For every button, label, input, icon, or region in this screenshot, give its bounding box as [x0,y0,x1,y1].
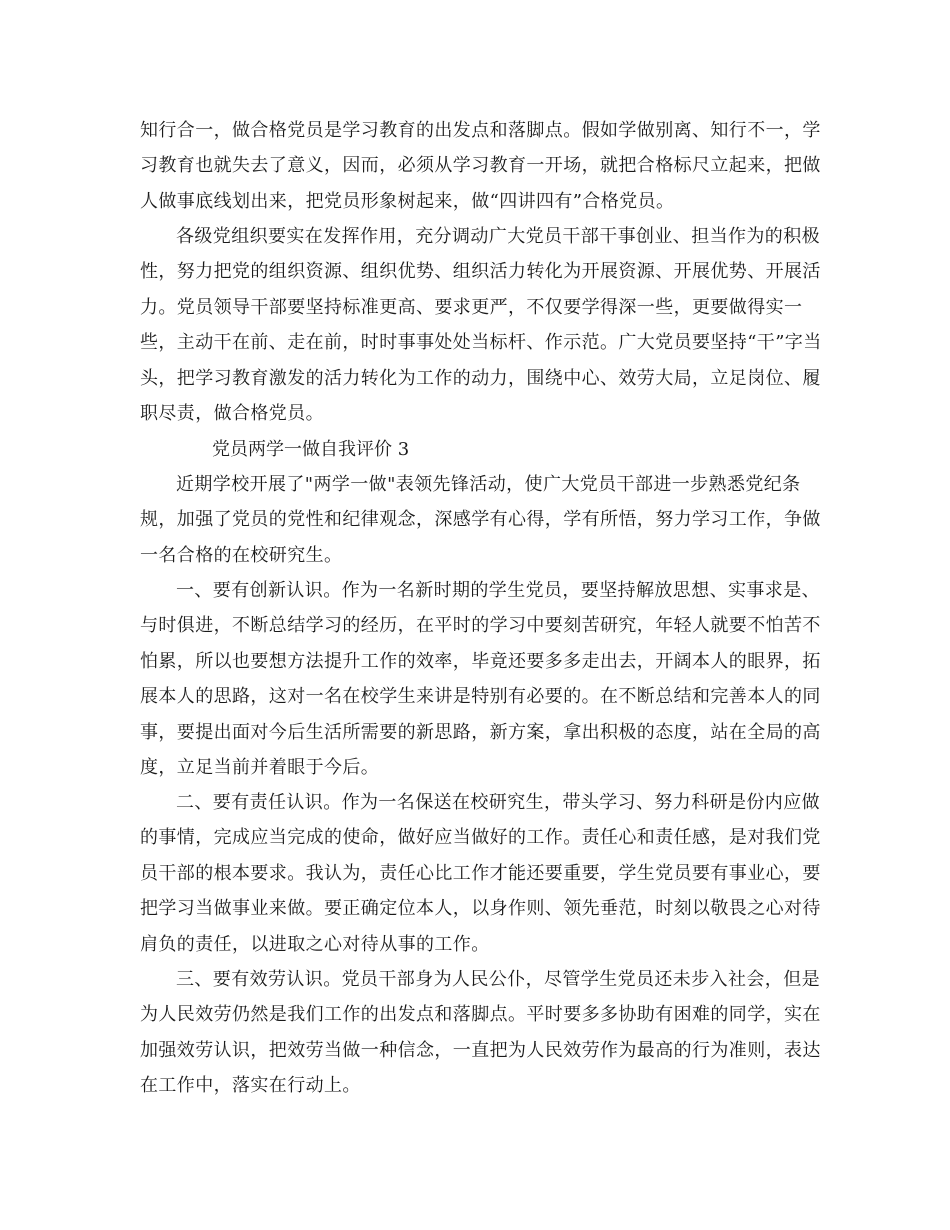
paragraph-2: 各级党组织要实在发挥作用，充分调动广大党员干部干事创业、担当作为的积极性，努力把党的组织资源、组织优势、组织活力转化为开展资源、开展优势、开展活力。党员领导干部要坚持标准更高、要求更严，不仅要学得深一些，更要做得实一些，主动干在前、走在前，时时事事处处当标杆、作示范。广大党员要坚持“干”字当头，把学习教育激发的活力转化为工作的动力，围绕中心、效劳大局，立足岗位、履职尽责，做合格党员。 [140,226,822,425]
paragraph-3: 近期学校开展了"两学一做"表领先锋活动，使广大党员干部进一步熟悉党纪条规，加强了党员的党性和纪律观念，深感学有心得，学有所悟，努力学习工作，争做一名合格的在校研究生。 [140,474,821,566]
paragraph-6: 三、要有效劳认识。党员干部身为人民公仆，尽管学生党员还未步入社会，但是为人民效劳仍然是我们工作的出发点和落脚点。平时要多多协助有困难的同学，实在加强效劳认识，把效劳当做一种信念，一直把为人民效劳作为最高的行为准则，表达在工作中，落实在行动上。 [140,969,821,1097]
paragraph-1: 知行合一，做合格党员是学习教育的出发点和落脚点。假如学做别离、知行不一，学习教育也就失去了意义，因而，必须从学习教育一开场，就把合格标尺立起来，把做人做事底线划出来，把党员形象树起来，做“四讲四有”合格党员。 [140,120,821,212]
paragraph-5: 二、要有责任认识。作为一名保送在校研究生，带头学习、努力科研是份内应做的事情，完成应当完成的使命，做好应当做好的工作。责任心和责任感，是对我们党员干部的根本要求。我认为，责任心比工作才能还要重要，学生党员要有事业心，要把学习当做事业来做。要正确定位本人，以身作则、领先垂范，时刻以敬畏之心对待肩负的责任，以进取之心对待从事的工作。 [140,792,821,955]
paragraph-4: 一、要有创新认识。作为一名新时期的学生党员，要坚持解放思想、实事求是、与时俱进，不断总结学习的经历，在平时的学习中要刻苦研究，年轻人就要不怕苦不怕累，所以也要想方法提升工作的效率，毕竟还要多多走出去，开阔本人的眼界，拓展本人的思路，这对一名在校学生来讲是特别有必要的。在不断总结和完善本人的同事，要提出面对今后生活所需要的新思路，新方案，拿出积极的态度，站在全局的高度，立足当前并着眼于今后。 [140,580,821,779]
section-heading: 党员两学一做自我评价 3 [212,439,410,460]
